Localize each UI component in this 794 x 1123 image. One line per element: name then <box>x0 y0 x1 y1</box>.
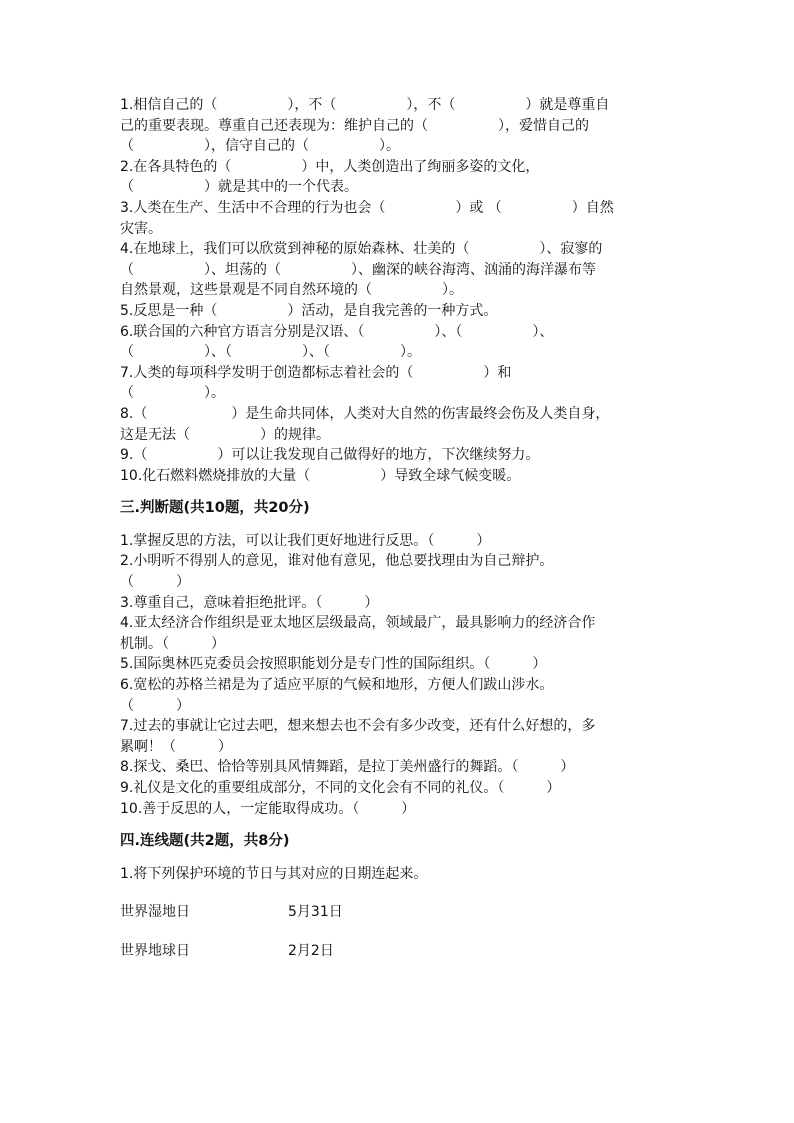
matching-right-item[interactable]: 2月2日 <box>288 942 334 959</box>
fill-line: 9.（ ）可以让我发现自己做得好的地方，下次继续努力。 <box>120 447 540 464</box>
judge-line: 7.过去的事就让它过去吧，想来想去也不会有多少改变，还有什么好想的，多 <box>120 718 596 735</box>
matching-right-item[interactable]: 5月31日 <box>288 904 343 921</box>
matching-row <box>120 941 680 962</box>
fill-line: 8.（ ）是生命共同体，人类对大自然的伤害最终会伤及人类自身， <box>120 405 610 422</box>
fill-line: 7.人类的每项科学发明于创造都标志着社会的（ ）和 <box>120 364 512 381</box>
fill-line: 自然景观，这些景观是不同自然环境的（ ）。 <box>120 282 463 299</box>
fill-line: 1.相信自己的（ ），不（ ），不（ ）就是尊重自 <box>120 97 610 113</box>
fill-line: 3.人类在生产、生活中不合理的行为也会（ ）或 （ ）自然 <box>120 199 614 216</box>
matching-left-item[interactable]: 世界地球日 <box>120 942 190 959</box>
judge-line: 3.尊重自己，意味着拒绝批评。（ ） <box>120 594 379 611</box>
fill-line: （ ）、（ ）、（ ）。 <box>120 344 421 361</box>
fill-line: （ ）。 <box>120 385 225 402</box>
fill-in-blank-questions <box>120 95 680 486</box>
fill-line: 6.联合国的六种官方语言分别是汉语、（ ）、（ ）、 <box>120 323 554 340</box>
matching-row <box>120 902 680 923</box>
worksheet-content <box>120 95 680 962</box>
fill-line: （ ）、坦荡的（ ）、幽深的峡谷海湾、汹涌的海洋瀑布等 <box>120 261 596 278</box>
judge-line: （ ） <box>120 574 190 591</box>
fill-line: 10.化石燃料燃烧排放的大量（ ）导致全球气候变暖。 <box>120 467 521 484</box>
fill-line: 己的重要表现。尊重自己还表现为：维护自己的（ ），爱惜自己的 <box>120 117 589 134</box>
judge-line: 9.礼仪是文化的重要组成部分，不同的文化会有不同的礼仪。（ ） <box>120 780 561 796</box>
fill-line: 5.反思是一种（ ）活动，是自我完善的一种方式。 <box>120 302 498 319</box>
judge-line: 4.亚太经济合作组织是亚太地区层级最高，领域最广，最具影响力的经济合作 <box>120 615 596 632</box>
judge-line: 6.宽松的苏格兰裙是为了适应平原的气候和地形，方便人们跋山涉水。 <box>120 677 554 694</box>
fill-line: 灾害。 <box>120 220 162 237</box>
matching-question: 1.将下列保护环境的节日与其对应的日期连起来。 <box>120 865 428 882</box>
judgement-questions <box>120 531 680 819</box>
judge-line: 2.小明听不得别人的意见，谁对他有意见，他总要找理由为自己辩护。 <box>120 553 554 570</box>
fill-line: 这是无法（ ）的规律。 <box>120 426 330 443</box>
fill-line: 4.在地球上，我们可以欣赏到神秘的原始森林、壮美的（ ）、寂寥的 <box>120 241 603 258</box>
judge-line: 累啊！（ ） <box>120 738 232 755</box>
fill-line: （ ）就是其中的一个代表。 <box>120 179 358 196</box>
judge-line: 8.探戈、桑巴、恰恰等别具风情舞蹈，是拉丁美州盛行的舞蹈。（ ） <box>120 759 575 776</box>
matching-left-item[interactable]: 世界湿地日 <box>120 904 190 921</box>
fill-line: 2.在各具特色的（ ）中，人类创造出了绚丽多姿的文化， <box>120 158 540 175</box>
section-title-judgement: 三.判断题(共10题，共20分) <box>120 500 310 517</box>
judge-line: 机制。（ ） <box>120 635 225 652</box>
fill-line: （ ），信守自己的（ ）。 <box>120 138 400 155</box>
judge-line: 10.善于反思的人，一定能取得成功。（ ） <box>120 800 416 817</box>
judge-line: （ ） <box>120 697 190 714</box>
section-title-matching: 四.连线题(共2题，共8分) <box>120 833 290 850</box>
judge-line: 5.国际奥林匹克委员会按照职能划分是专门性的国际组织。（ ） <box>120 656 547 673</box>
judge-line: 1.掌握反思的方法，可以让我们更好地进行反思。（ ） <box>120 532 491 549</box>
